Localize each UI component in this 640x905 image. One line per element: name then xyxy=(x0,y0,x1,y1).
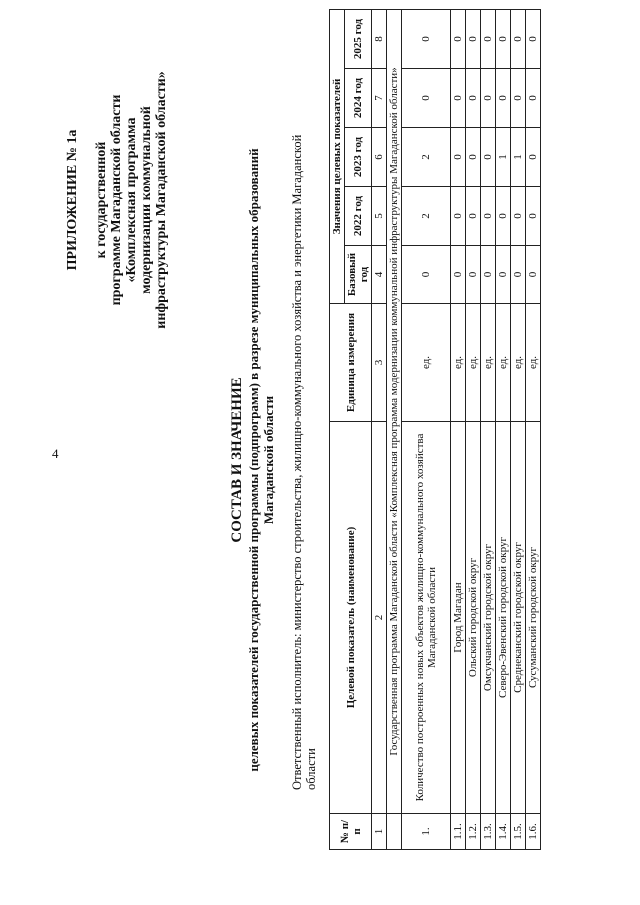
row-num: 1.4. xyxy=(496,814,511,850)
annex-title: ПРИЛОЖЕНИЕ № 1а xyxy=(65,129,80,271)
row-name: Ольский городской округ xyxy=(466,422,481,814)
rotated-document-content xyxy=(5,0,635,880)
column-number: 3 xyxy=(372,304,387,422)
column-number: 6 xyxy=(372,128,387,187)
row-unit: ед. xyxy=(481,304,496,422)
table-row xyxy=(526,9,541,849)
row-2024: 0 xyxy=(402,69,451,128)
row-2023: 0 xyxy=(451,128,466,187)
heading-title: СОСТАВ И ЗНАЧЕНИЕ xyxy=(229,377,245,543)
row-2022: 0 xyxy=(481,187,496,246)
header-unit: Единица измерения xyxy=(330,304,372,422)
header-indicator: Целевой показатель (наименование) xyxy=(330,422,372,814)
row-2023: 0 xyxy=(466,128,481,187)
heading-subtitle: Магаданской области xyxy=(261,395,276,525)
column-number: 5 xyxy=(372,187,387,246)
row-name: Среднеканский городской округ xyxy=(511,422,526,814)
row-unit: ед. xyxy=(466,304,481,422)
row-2024: 0 xyxy=(481,69,496,128)
row-2022: 0 xyxy=(451,187,466,246)
row-2025: 0 xyxy=(402,9,451,68)
row-name: Количество построенных новых объектов жилищно-коммунального хозяйства Магаданской области xyxy=(402,422,451,814)
row-base: 0 xyxy=(451,246,466,304)
annex-line: «Комплексная программа xyxy=(124,117,139,283)
column-number: 8 xyxy=(372,9,387,68)
column-number: 1 xyxy=(372,814,387,850)
row-2023: 1 xyxy=(511,128,526,187)
row-2022: 0 xyxy=(526,187,541,246)
annex-line: модернизации коммунальной xyxy=(139,106,154,294)
row-2024: 0 xyxy=(466,69,481,128)
row-unit: ед. xyxy=(496,304,511,422)
row-2022: 0 xyxy=(496,187,511,246)
row-name: Город Магадан xyxy=(451,422,466,814)
table-row xyxy=(496,9,511,849)
row-2025: 0 xyxy=(451,9,466,68)
row-2025: 0 xyxy=(481,9,496,68)
table-row xyxy=(402,9,451,849)
annex-block xyxy=(65,30,169,370)
header-2025: 2025 год xyxy=(345,9,372,68)
column-number-row xyxy=(372,9,387,849)
annex-line: инфраструктуры Магаданской области» xyxy=(154,71,169,329)
program-title: Государственная программа Магаданской области «Комплексная программа модернизации коммунальной инфраструктуры Магаданской области» xyxy=(387,9,402,813)
row-unit: ед. xyxy=(402,304,451,422)
row-2022: 2 xyxy=(402,187,451,246)
column-number: 4 xyxy=(372,246,387,304)
header-num: № п/п xyxy=(330,814,372,850)
table-row xyxy=(451,9,466,849)
row-2025: 0 xyxy=(466,9,481,68)
row-base: 0 xyxy=(466,246,481,304)
row-num: 1.3. xyxy=(481,814,496,850)
program-row xyxy=(387,9,402,849)
row-2023: 0 xyxy=(481,128,496,187)
header-2022: 2022 год xyxy=(345,187,372,246)
row-name: Сусуманский городской округ xyxy=(526,422,541,814)
row-2024: 0 xyxy=(451,69,466,128)
heading-subtitle: целевых показателей государственной программы (подпрограмм) в разрезе муниципальных образований xyxy=(246,148,261,772)
row-2022: 0 xyxy=(511,187,526,246)
column-number: 7 xyxy=(372,69,387,128)
row-name: Омсукчанский городской округ xyxy=(481,422,496,814)
header-2024: 2024 год xyxy=(345,69,372,128)
row-base: 0 xyxy=(496,246,511,304)
table-row xyxy=(466,9,481,849)
row-base: 0 xyxy=(526,246,541,304)
row-num: 1. xyxy=(402,814,451,850)
column-number: 2 xyxy=(372,422,387,814)
page-number: 4 xyxy=(52,446,59,461)
program-row-num xyxy=(387,814,402,850)
row-unit: ед. xyxy=(526,304,541,422)
table-row xyxy=(511,9,526,849)
header-base-year: Базовый год xyxy=(345,246,372,304)
row-2024: 0 xyxy=(526,69,541,128)
row-2023: 1 xyxy=(496,128,511,187)
header-values-group: Значения целевых показателей xyxy=(330,9,345,303)
row-2023: 0 xyxy=(526,128,541,187)
row-base: 0 xyxy=(481,246,496,304)
row-2025: 0 xyxy=(526,9,541,68)
row-2023: 2 xyxy=(402,128,451,187)
row-num: 1.5. xyxy=(511,814,526,850)
row-2025: 0 xyxy=(511,9,526,68)
row-unit: ед. xyxy=(511,304,526,422)
document-heading xyxy=(230,90,276,830)
row-2024: 0 xyxy=(511,69,526,128)
row-unit: ед. xyxy=(451,304,466,422)
indicators-table xyxy=(329,9,541,850)
row-name: Северо-Эвенский городской округ xyxy=(496,422,511,814)
row-num: 1.6. xyxy=(526,814,541,850)
responsible-executor: Ответственный исполнитель: министерство строительства, жилищно-коммунального хозяйства и энергетики Магаданской области xyxy=(290,134,318,790)
annex-line: к государственной xyxy=(94,141,109,259)
row-2024: 0 xyxy=(496,69,511,128)
row-2022: 0 xyxy=(466,187,481,246)
row-2025: 0 xyxy=(496,9,511,68)
header-2023: 2023 год xyxy=(345,128,372,187)
row-num: 1.2. xyxy=(466,814,481,850)
table-row xyxy=(481,9,496,849)
annex-line: программе Магаданской области xyxy=(109,94,124,306)
row-base: 0 xyxy=(402,246,451,304)
row-base: 0 xyxy=(511,246,526,304)
row-num: 1.1. xyxy=(451,814,466,850)
